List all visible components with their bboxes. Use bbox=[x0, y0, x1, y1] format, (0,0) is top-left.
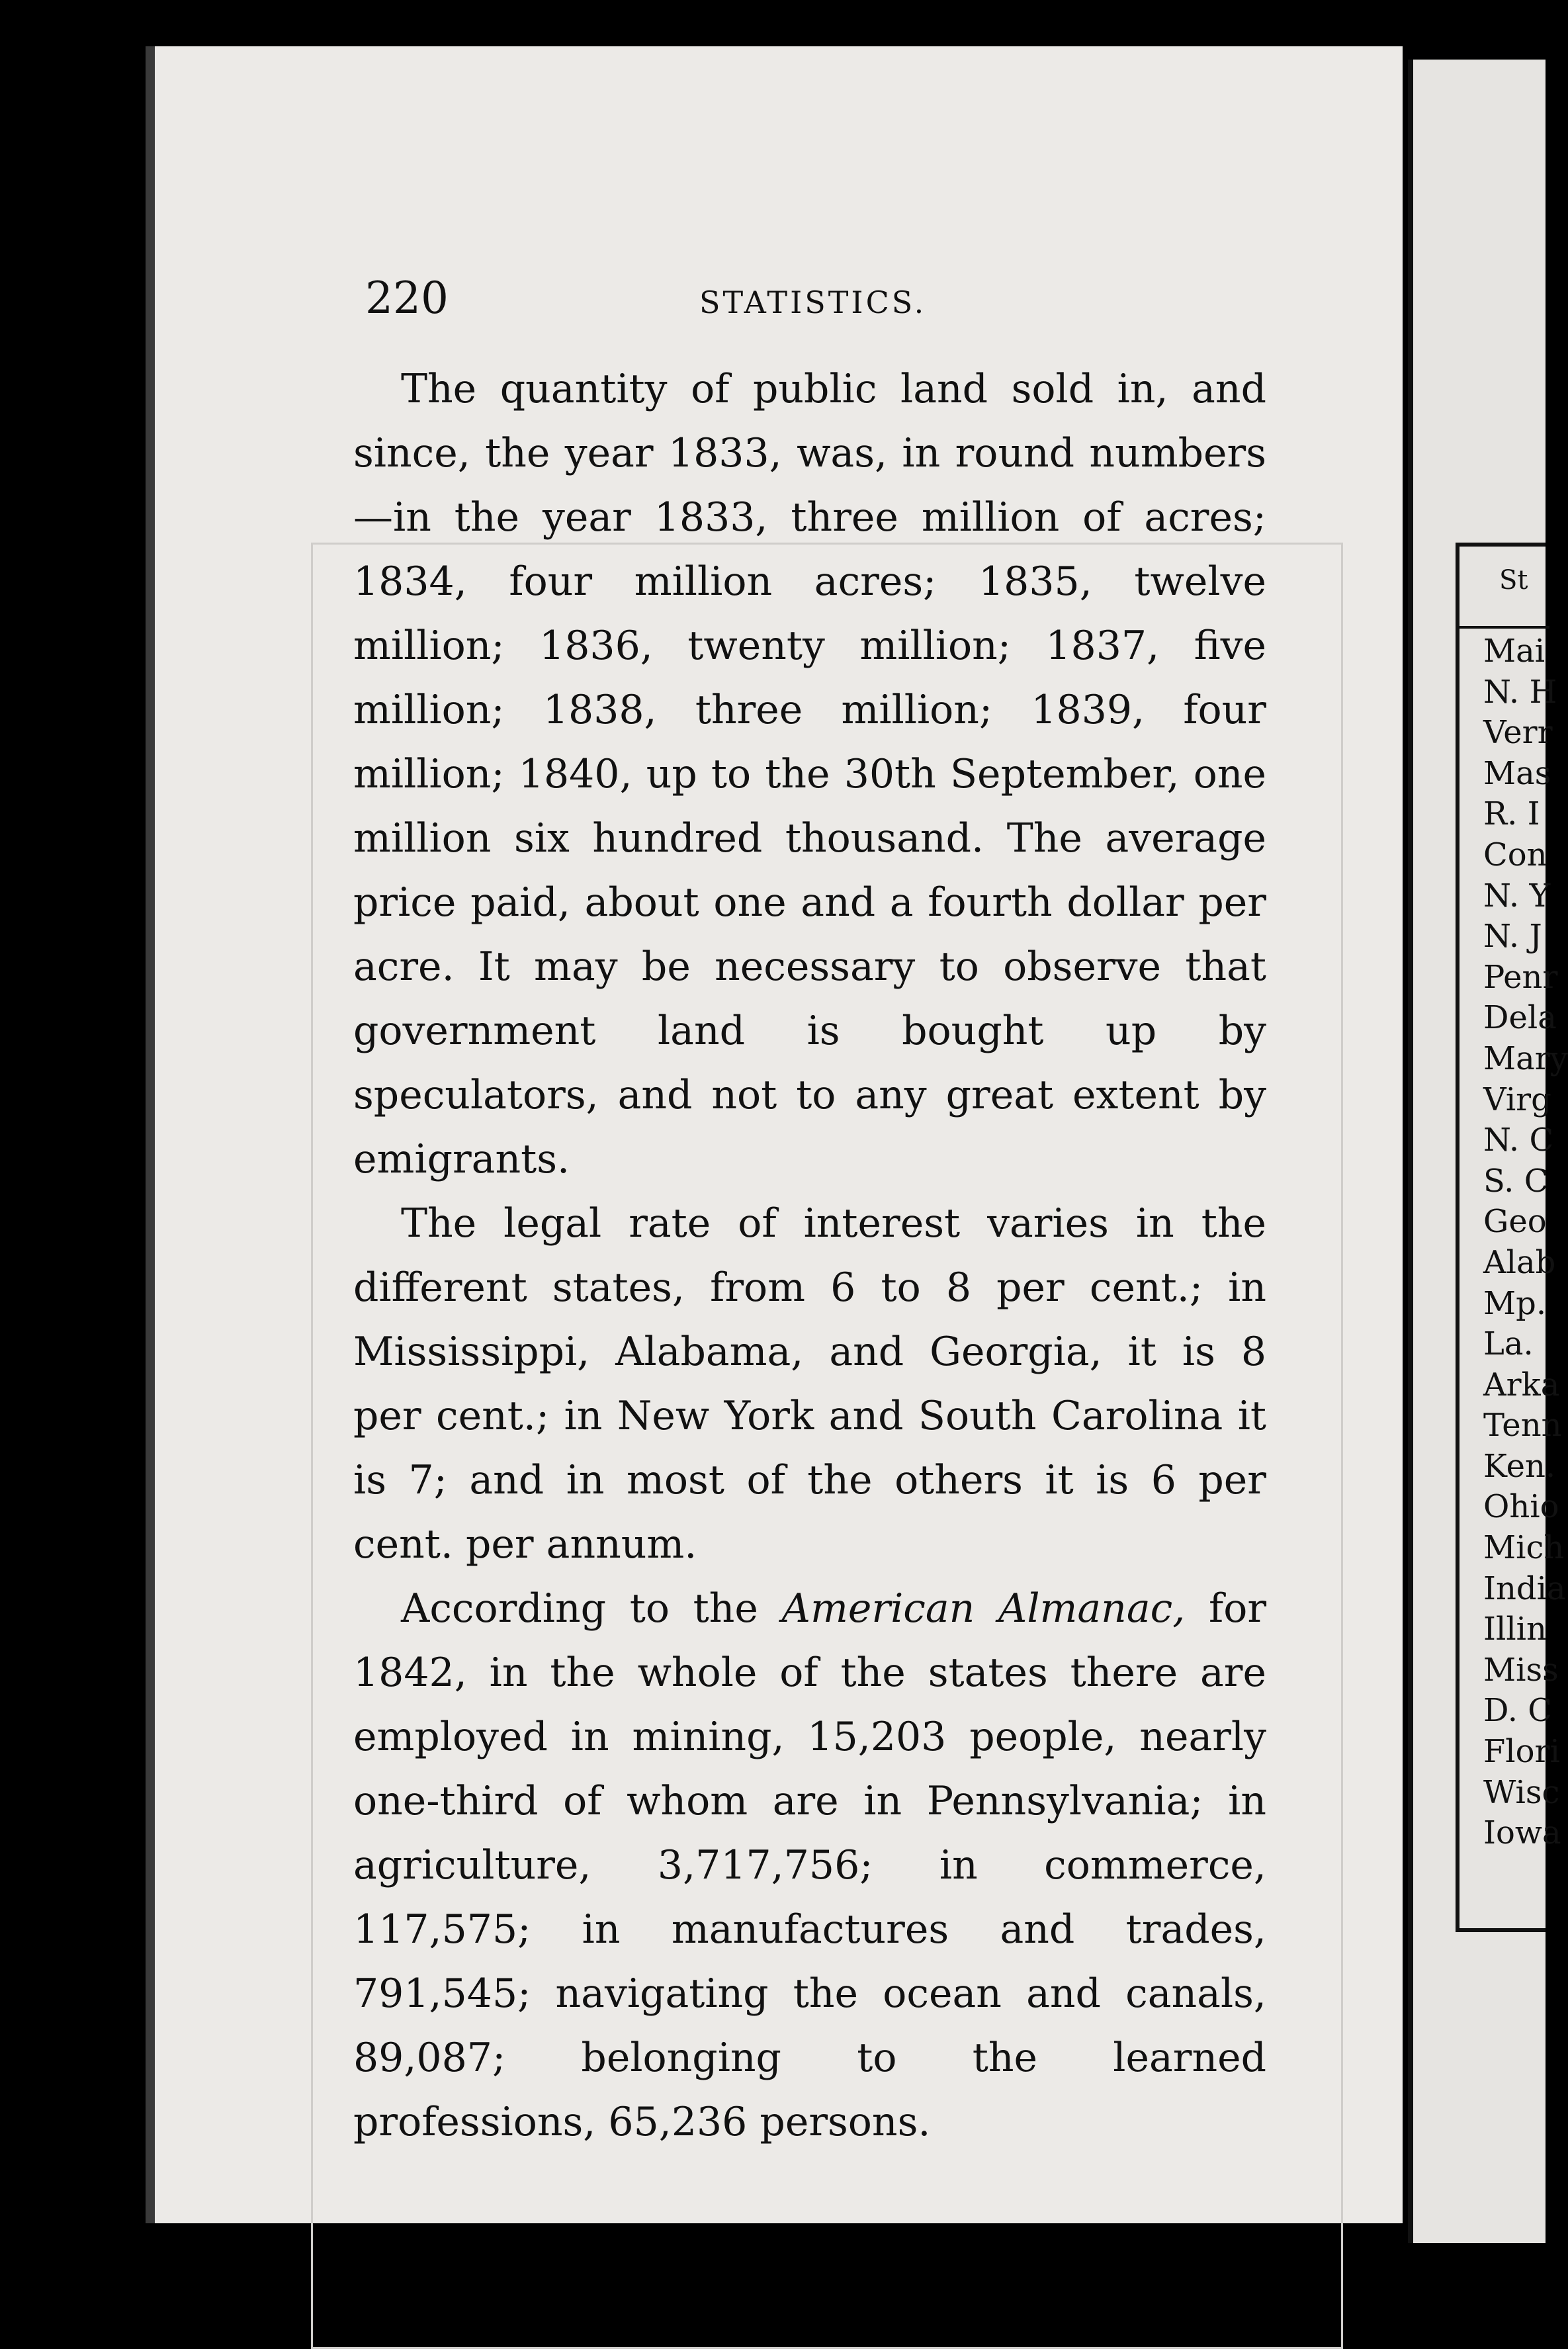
table-row: Mich bbox=[1483, 1529, 1565, 1567]
page-number: 220 bbox=[365, 273, 449, 324]
table-row: Geo bbox=[1483, 1203, 1547, 1241]
table-row: Con bbox=[1483, 836, 1547, 873]
table-row: N. H bbox=[1483, 673, 1557, 711]
body-text bbox=[353, 357, 1266, 2154]
table-row: India bbox=[1483, 1570, 1566, 1607]
table-row: Iowa bbox=[1483, 1814, 1561, 1852]
paragraph-public-land: The quantity of public land sold in, and since, the year 1833, was, in round numbers—in the year 1833, three million of acres; 1834, four million acres; 1835, twelve million; 1836, twenty million; 1837, five million; 1838, three million; 1839, four million; 1840, up to the 30th September, one million six hundred thousand. The average price paid, about one and a fourth dollar per acre. It may be necessary to observe that government land is bought up by speculators, and not to any great extent by emigrants. bbox=[353, 366, 1266, 1182]
table-row: Dela bbox=[1483, 999, 1557, 1037]
table-row: Illin bbox=[1483, 1611, 1547, 1648]
table-row: Wisc bbox=[1483, 1773, 1560, 1811]
table-row: D. C bbox=[1483, 1692, 1553, 1730]
table-row: Penr bbox=[1483, 958, 1558, 996]
table-row: Miss bbox=[1483, 1651, 1559, 1689]
paragraph-employment-lead: According to the bbox=[401, 1585, 782, 1632]
table-row: Verr bbox=[1483, 714, 1553, 752]
table-row: N. J bbox=[1483, 918, 1542, 955]
paragraph-interest-rate: The legal rate of interest varies in the different states, from 6 to 8 per cent.; in Mississippi, Alabama, and Georgia, it is 8 per cent.; in New York and South Carolina it is 7; and in most of the others it is 6 per cent. per annum. bbox=[353, 1200, 1266, 1568]
table-row: Tenn bbox=[1483, 1407, 1562, 1444]
table-row: N. Y bbox=[1483, 877, 1551, 914]
table-row-list bbox=[1483, 631, 1568, 1854]
paragraph-employment-text: for 1842, in the whole of the states there are employed in mining, 15,203 people, nearly one-third of whom are in Pennsylvania; in agriculture, 3,717,756; in commerce, 117,575; in manufactures and trades, 791,545; navigating the ocean and canals, 89,087; belonging to the learned professions, 65,236 persons. bbox=[353, 1585, 1267, 2145]
table-row: R. I bbox=[1483, 795, 1540, 833]
table-row: Arka bbox=[1483, 1366, 1560, 1403]
table-row: Mp. bbox=[1483, 1284, 1547, 1322]
table-row: Mas bbox=[1483, 754, 1551, 792]
running-head bbox=[365, 265, 1358, 337]
section-title: STATISTICS. bbox=[699, 285, 927, 320]
table-row: Virg bbox=[1483, 1081, 1551, 1118]
table-row: Ken. bbox=[1483, 1447, 1556, 1485]
facing-page-table bbox=[1456, 543, 1568, 1932]
paragraph-employment bbox=[353, 1577, 1266, 2154]
table-head: St bbox=[1499, 565, 1528, 596]
table-row: Mai bbox=[1483, 633, 1546, 670]
table-row: S. C bbox=[1483, 1162, 1549, 1200]
table-row: Alab bbox=[1483, 1243, 1556, 1281]
table-row: La. bbox=[1483, 1325, 1534, 1363]
almanac-title: American Almanac, bbox=[781, 1585, 1186, 1632]
table-row: N. C bbox=[1483, 1122, 1554, 1159]
table-row: Ohio bbox=[1483, 1488, 1559, 1526]
table-row: Flori bbox=[1483, 1733, 1560, 1771]
table-rule bbox=[1459, 626, 1549, 629]
table-row: Mary bbox=[1483, 1040, 1568, 1077]
